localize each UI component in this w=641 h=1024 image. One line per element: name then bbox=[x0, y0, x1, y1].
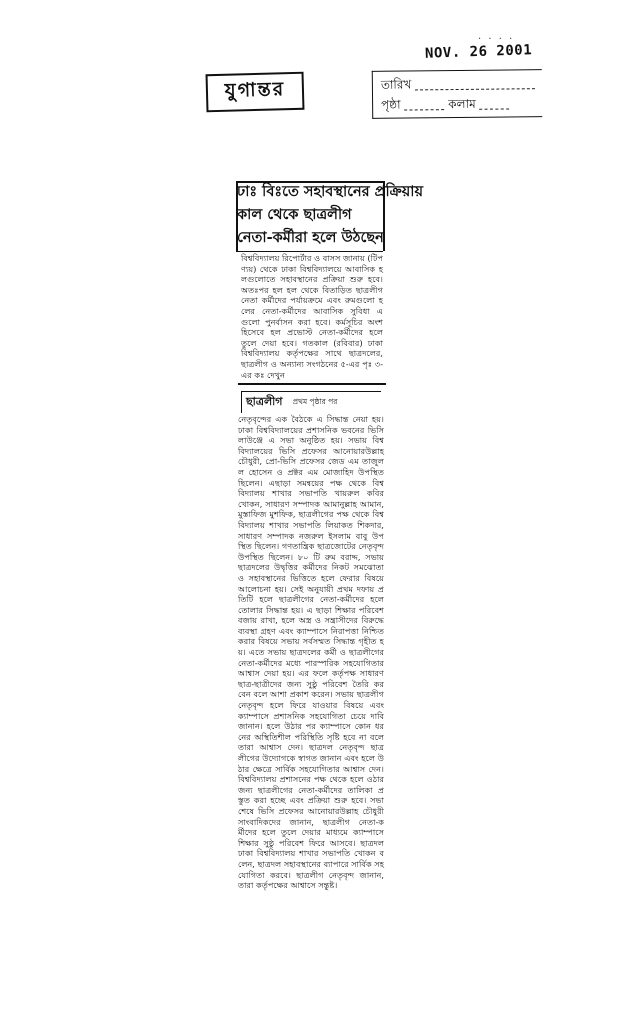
headline-line-3: নেতা-কর্মীরা হলে উঠছেন bbox=[237, 229, 384, 246]
column-label: কলাম bbox=[448, 96, 476, 112]
headline-line-1: ঢাঃ বিঃতে সহাবস্থানের প্রক্রিয়ায় bbox=[237, 183, 424, 200]
newspaper-masthead-box bbox=[206, 72, 305, 113]
date-stamp: NOV. 26 2001 bbox=[424, 42, 533, 62]
page-label: পৃষ্ঠা bbox=[381, 97, 401, 112]
corner-marks: · · · · bbox=[478, 34, 515, 45]
clipping-info-box bbox=[372, 69, 542, 119]
headline-line-2: কাল থেকে ছাত্রলীগ bbox=[237, 206, 352, 223]
continuation-header bbox=[241, 391, 381, 413]
date-fill-line bbox=[415, 78, 535, 90]
page-fill-line bbox=[404, 99, 444, 110]
date-line bbox=[381, 73, 542, 95]
continuation-heading: ছাত্রলীগ bbox=[246, 395, 283, 408]
article-body-text: নেতৃবৃন্দের এক বৈঠকে এ সিদ্ধান্ত নেয়া হয়। ঢাকা বিশ্ববিদ্যালয়ের প্রশাসনিক ভবনের ভিসি লাউঞ্জে এ সভা অনুষ্ঠিত হয়। সভায় বিশ্ববিদ্যালয়ের ভিসি প্রফেসর আনোয়ারউল্লাহ চৌধুরী, প্রো-ভিসি প্রফেসর জেড এম তাজুলল হোসেন ও প্রক্টর এম মোজাহিদ উপস্থিত ছিলেন। এছাড়া সমন্বয়ের পক্ষ থেকে বিশ্ববিদ্যালয় শাখার সভাপতি খায়রুল কবির খোকন, সাধারণ সম্পাদক আমানুল্লাহ আমান, মুস্তাফিজ মুশফিক, ছাত্রলীগের পক্ষ থেকে বিশ্ববিদ্যালয় শাখার সভাপতি লিয়াকত শিকদার, সাধারণ সম্পাদক নজরুল ইসলাম বাবু উপস্থিত ছিলেন। গণতান্ত্রিক ছাত্রজোটের নেতৃবৃন্দ উপস্থিত ছিলেন। ৮০ টি রুম বরাদ্দ, সভায় ছাত্রদলের উদ্বৃত্তির কর্মীদের নিকট সমঝোতা ও সহাবস্থানের ভিত্তিতে হলে ফেরার বিষয়ে আলোচনা হয়। সেই অনুযায়ী প্রথম দফায় প্রতিটি হলে ছাত্রলীগের নেতা-কর্মীদের হলে তোলার সিদ্ধান্ত হয়। এ ছাড়া শিক্ষার পরিবেশ বজায় রাখা, হলে অস্ত্র ও সন্ত্রাসীদের বিরুদ্ধে ব্যবস্থা গ্রহণ এবং ক্যাম্পাসে নিরাপত্তা নিশ্চিত করার বিষয়ে সভায় সর্বসম্মত সিদ্ধান্ত গৃহীত হয়। এতে সভায় ছাত্রদলের কর্মী ও ছাত্রলীগের নেতা-কর্মীদের মধ্যে পারস্পরিক সহযোগিতার আশ্বাস দেয়া হয়। এর ফলে কর্তৃপক্ষ সাধারণ ছাত্র-ছাত্রীদের জন্য সুষ্ঠু পরিবেশ তৈরি করবেন বলে আশা প্রকাশ করেন। সভায় ছাত্রলীগ নেতৃবৃন্দ হলে ফিরে যাওয়ার বিষয়ে এবং ক্যাম্পাসে প্রশাসনিক সহযোগিতা চেয়ে দাবি জানান। হলে উঠার পর ক্যাম্পাসে কোন ধরনের অস্থিতিশীল পরিস্থিতি সৃষ্টি হবে না বলে তারা আশ্বাস দেন। ছাত্রদল নেতৃবৃন্দ ছাত্রলীগের উদ্যোগকে স্বাগত জানান এবং হলে উঠার ক্ষেত্রে সার্বিক সহযোগিতার আশ্বাস দেন। বিশ্ববিদ্যালয় প্রশাসনের পক্ষ থেকে হলে ওঠার জন্য ছাত্রলীগের নেতা-কর্মীদের তালিকা প্রস্তুত করা হচ্ছে এবং প্রক্রিয়া শুরু হবে। সভা শেষে ভিসি প্রফেসর আনোয়ারউল্লাহ চৌধুরী সাংবাদিকদের জানান, ছাত্রলীগ নেতা-কর্মীদের হলে তুলে দেয়ার মাধ্যমে ক্যাম্পাসে শিক্ষার সুষ্ঠু পরিবেশ ফিরে আসবে। ছাত্রদল ঢাকা বিশ্ববিদ্যালয় শাখার সভাপতি খোকন বলেন, ছাত্রদল সহাবস্থানের ব্যাপারে সার্বিক সহযোগিতা করবে। ছাত্রলীগ নেতৃবৃন্দ জানান, তারা কর্তৃপক্ষের আশ্বাসে সন্তুষ্ট। bbox=[238, 414, 384, 891]
headline-bottom-rule bbox=[236, 251, 383, 252]
article-intro-text: বিশ্ববিদ্যালয় রিপোর্টার ও বাসস জানায় (টিপণ্যয়) থেকে ঢাকা বিশ্ববিদ্যালয়ে আবাসিক হলগুলোতে সহাবস্থানের প্রক্রিয়া শুরু হবে। অতঃপর হল হল থেকে বিতাড়িত ছাত্রলীগ নেতা কর্মীদের পর্যায়ক্রমে এবং রুমগুলো হলের নেতা-কর্মীদের আবাসিক সুবিধা এগুলো পুনর্বাসন করা হবে। কর্মসূচির অংশ হিসেবে হল প্রভোস্ট নেতা-কর্মীদের হলে তুলে দেয়া হবে। গতকাল (রবিবার) ঢাকা বিশ্ববিদ্যালয় কর্তৃপক্ষের সাথে ছাত্রদলের, ছাত্রলীগ ও অন্যান্য সংগঠনের ৫-এর পৃঃ ৩-এর কঃ দেখুন bbox=[241, 253, 383, 380]
date-label: তারিখ bbox=[380, 77, 412, 92]
continuation-rule bbox=[238, 383, 386, 385]
page-column-line bbox=[381, 93, 542, 115]
column-fill-line bbox=[479, 98, 509, 109]
article-headline bbox=[237, 180, 424, 249]
newspaper-name: যুগান্তর bbox=[224, 78, 286, 102]
continuation-note: প্রথম পৃষ্ঠার পর bbox=[292, 396, 338, 406]
